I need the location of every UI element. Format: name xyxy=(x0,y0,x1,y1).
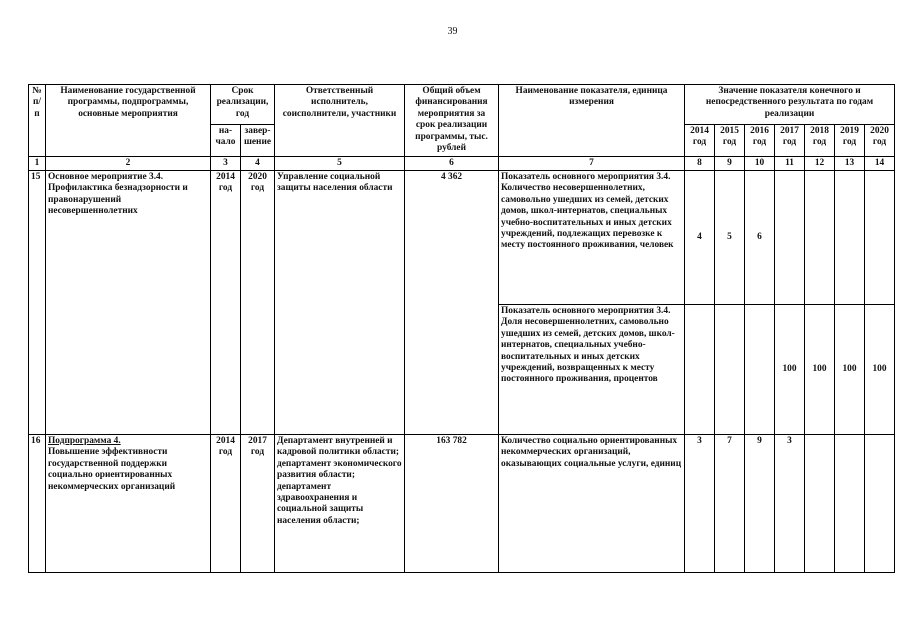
indicator-value xyxy=(865,435,895,573)
header-funding: Общий объем финансирования мероприятия за срок реализации программы, тыс. рублей xyxy=(405,85,499,157)
header-year: 2018 год xyxy=(805,125,835,157)
column-number: 8 xyxy=(685,157,715,171)
indicator-value: 6 xyxy=(745,171,775,305)
table-row xyxy=(29,435,895,573)
column-number: 14 xyxy=(865,157,895,171)
column-number: 10 xyxy=(745,157,775,171)
column-number: 9 xyxy=(715,157,745,171)
indicator-value xyxy=(835,435,865,573)
header-period-start: на-чало xyxy=(211,125,241,157)
indicator-value xyxy=(805,171,835,305)
column-number: 1 xyxy=(29,157,46,171)
row-num: 15 xyxy=(29,171,46,435)
row-funding: 4 362 xyxy=(405,171,499,435)
column-number: 12 xyxy=(805,157,835,171)
row-end: 2017 год xyxy=(241,435,275,573)
indicator-value xyxy=(715,305,745,435)
row-name xyxy=(46,435,211,573)
indicator-value: 100 xyxy=(775,305,805,435)
row-num: 16 xyxy=(29,435,46,573)
row-end: 2020 год xyxy=(241,171,275,435)
indicator-value: 100 xyxy=(865,305,895,435)
row-executor: Департамент внутренней и кадровой политики области; департамент экономического развития области; департамент здравоохранения и социальной защиты населения области; xyxy=(275,435,405,573)
indicator-value: 9 xyxy=(745,435,775,573)
row-start: 2014 год xyxy=(211,171,241,435)
header-num: № п/п xyxy=(29,85,46,157)
header-year: 2015 год xyxy=(715,125,745,157)
column-number: 11 xyxy=(775,157,805,171)
indicator-text: Количество социально ориентированных некоммерческих организаций, оказывающих социальные услуги, единиц xyxy=(499,435,685,573)
indicator-value: 7 xyxy=(715,435,745,573)
header-values: Значение показателя конечного и непосредственного результата по годам реализации xyxy=(685,85,895,125)
column-number: 2 xyxy=(46,157,211,171)
page-number: 39 xyxy=(447,26,458,37)
column-number: 7 xyxy=(499,157,685,171)
indicator-value: 100 xyxy=(805,305,835,435)
header-executor: Ответственный исполнитель, соисполнители, участники xyxy=(275,85,405,157)
column-number-row xyxy=(29,157,895,171)
row-executor: Управление социальной защиты населения области xyxy=(275,171,405,435)
column-number: 5 xyxy=(275,157,405,171)
column-number: 13 xyxy=(835,157,865,171)
row-name: Основное мероприятие 3.4. Профилактика безнадзорности и правонарушений несовершеннолетних xyxy=(46,171,211,435)
column-number: 6 xyxy=(405,157,499,171)
indicator-value: 3 xyxy=(685,435,715,573)
column-number: 3 xyxy=(211,157,241,171)
header-period-end: завер-шение xyxy=(241,125,275,157)
column-number: 4 xyxy=(241,157,275,171)
program-table xyxy=(28,84,895,573)
table-row xyxy=(29,171,895,305)
indicator-value xyxy=(745,305,775,435)
indicator-text: Показатель основного мероприятия 3.4. Доля несовершеннолетних, самовольно ушедших из семей, детских домов, школ-интернатов, специальных учебно-воспитательных и иных детских учреждений, возвращенных к месту постоянного проживания, процентов xyxy=(499,305,685,435)
indicator-value xyxy=(775,171,805,305)
row-name-title: Подпрограмма 4. xyxy=(48,436,121,446)
row-start: 2014 год xyxy=(211,435,241,573)
header-year: 2020 год xyxy=(865,125,895,157)
indicator-value: 4 xyxy=(685,171,715,305)
header-period: Срок реализации, год xyxy=(211,85,275,125)
indicator-value: 5 xyxy=(715,171,745,305)
row-funding: 163 782 xyxy=(405,435,499,573)
indicator-value xyxy=(805,435,835,573)
indicator-value xyxy=(835,171,865,305)
header-year: 2017 год xyxy=(775,125,805,157)
indicator-text: Показатель основного мероприятия 3.4. Количество несовершеннолетних, самовольно ушедших из семей, детских домов, школ-интернатов, специальных учебно-воспитательных и иных детских учреждений, подлежащих перевозке к месту постоянного проживания, человек xyxy=(499,171,685,305)
indicator-value: 3 xyxy=(775,435,805,573)
header-name: Наименование государственной программы, подпрограммы, основные мероприятия xyxy=(46,85,211,157)
indicator-value xyxy=(865,171,895,305)
indicator-value xyxy=(685,305,715,435)
header-indicator: Наименование показателя, единица измерения xyxy=(499,85,685,157)
indicator-value: 100 xyxy=(835,305,865,435)
header-year: 2014 год xyxy=(685,125,715,157)
row-name-text: Повышение эффективности государственной поддержки социально ориентированных некоммерческих организаций xyxy=(48,447,176,492)
header-year: 2016 год xyxy=(745,125,775,157)
header-year: 2019 год xyxy=(835,125,865,157)
